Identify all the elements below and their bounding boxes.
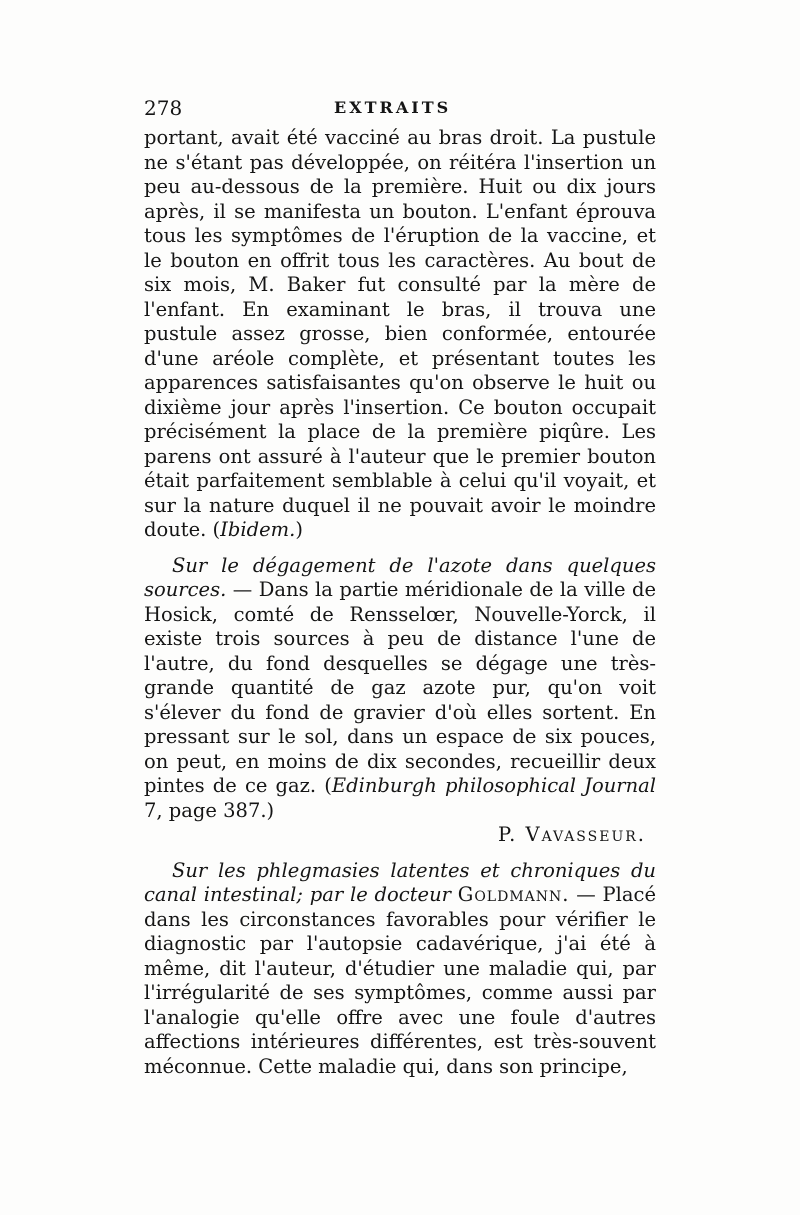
goldmann-author: Goldmann. <box>457 883 570 906</box>
running-title: EXTRAITS <box>334 98 452 117</box>
citation-close: ) <box>295 518 303 541</box>
body-text <box>144 126 656 1079</box>
signature: P. Vavasseur. <box>497 823 646 846</box>
azote-title: Sur le dégagement de l'azote dans quelques sources. <box>144 553 656 601</box>
goldmann-body: — Placé dans les circonstances favorables pour vérifier le diagnostic par l'autopsie cadavérique, j'ai été à même, dit l'auteur, d'étudier une maladie qui, par l'irrégularité de ses symptômes, comme aussi par l'analogie qu'elle offre avec une foule d'autres affections intérieures différentes, est très-souvent méconnue. Cette maladie qui, dans son principe, <box>144 883 656 1078</box>
goldmann-paragraph <box>144 859 656 1080</box>
goldmann-title: Sur les phlegmasies latentes et chroniques du canal intestinal; par le docteur <box>144 858 656 906</box>
vaccine-body: portant, avait été vacciné au bras droit. La pustule ne s'étant pas développée, on réitéra l'insertion un peu au-dessous de la première. Huit ou dix jours après, il se manifesta un bouton. L'enfant éprouva tous les symptômes de l'éruption de la vaccine, et le bouton en offrit tous les caractères. Au bout de six mois, M. Baker fut consulté par la mère de l'enfant. En examinant le bras, il trouva une pustule assez grosse, bien conformée, entourée d'une aréole complète, et présentant toutes les apparences satisfaisantes qu'on observe le huit ou dixième jour après l'insertion. Ce bouton occupait précisément la place de la première piqûre. Les parens ont assuré à l'auteur que le premier bouton était parfaitement semblable à celui qu'il voyait, et sur la nature duquel il ne pouvait avoir le moindre doute. <box>144 126 656 541</box>
vaccine-paragraph <box>144 126 656 543</box>
vaccine-citation: Ibidem. <box>220 518 296 541</box>
paragraph-gap <box>144 543 656 554</box>
azote-citation-rest: 7, page 387.) <box>144 798 275 822</box>
azote-paragraph <box>144 554 656 824</box>
page-number: 278 <box>144 96 183 120</box>
citation-open: ( <box>206 518 221 541</box>
paragraph-gap <box>144 848 656 859</box>
page-header <box>144 90 656 120</box>
azote-citation-source: Edinburgh philosophical Journal <box>331 774 656 797</box>
azote-citation-open: ( <box>316 774 332 797</box>
azote-body: — Dans la partie méridionale de la ville de Hosick, comté de Rensselœr, Nouvelle-Yorck, il existe trois sources à peu de distance l'une de l'autre, du fond desquelles se dégage une très-grande quantité de gaz azote pur, qu'on voit s'élever du fond de gravier d'où elles sortent. En pressant sur le sol, dans un espace de six pouces, on peut, en moins de dix secondes, recueillir deux pintes de ce gaz. <box>144 578 656 797</box>
